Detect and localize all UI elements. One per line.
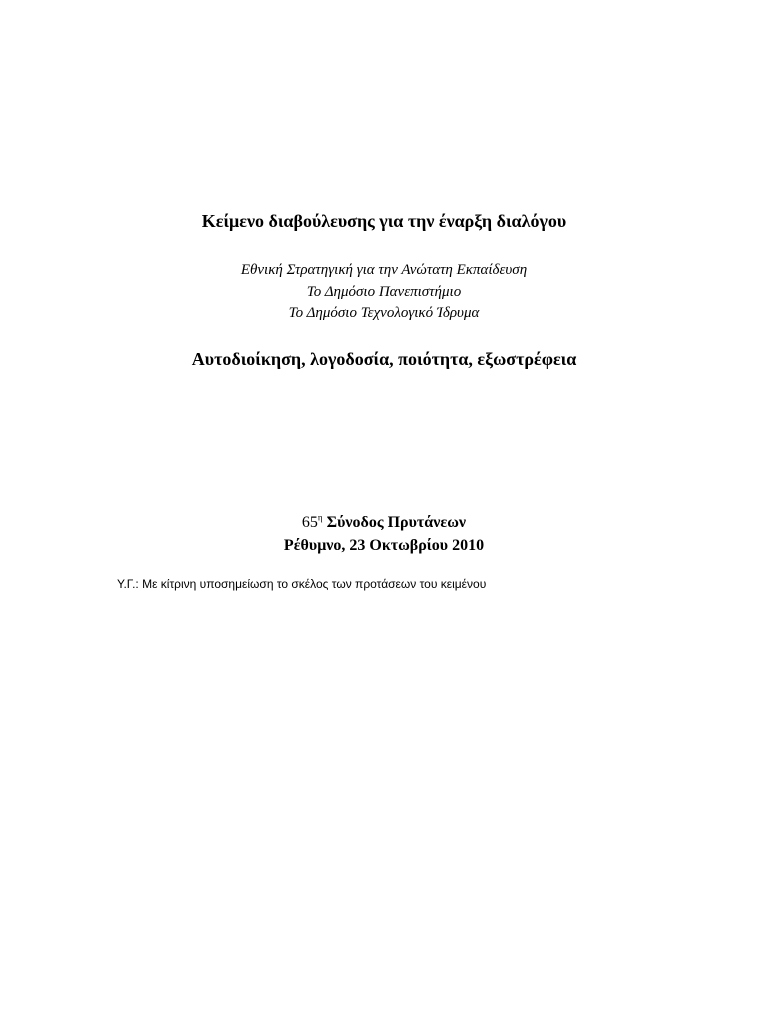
meeting-number: 65 xyxy=(301,514,318,531)
meeting-ordinal-suffix: η xyxy=(317,512,323,523)
subtitle-strategy: Εθνική Στρατηγική για την Ανώτατη Εκπαίδευση xyxy=(240,262,528,278)
subtitle-technological-institute: Το Δημόσιο Τεχνολογικό Ίδρυμα xyxy=(288,305,480,321)
document-title: Κείμενο διαβούλευσης για την έναρξη διαλόγου xyxy=(201,211,567,231)
document-heading: Αυτοδιοίκηση, λογοδοσία, ποιότητα, εξωστρέφεια xyxy=(191,349,577,369)
meeting-line xyxy=(0,514,768,532)
place-date: Ρέθυμνο, 23 Οκτωβρίου 2010 xyxy=(283,537,485,554)
meeting-name: Σύνοδος Πρυτάνεων xyxy=(326,514,467,531)
subtitle-university: Το Δημόσιο Πανεπιστήμιο xyxy=(306,284,462,300)
postscript-note: Υ.Γ.: Με κίτρινη υποσημείωση το σκέλος των προτάσεων του κειμένου xyxy=(117,577,487,591)
